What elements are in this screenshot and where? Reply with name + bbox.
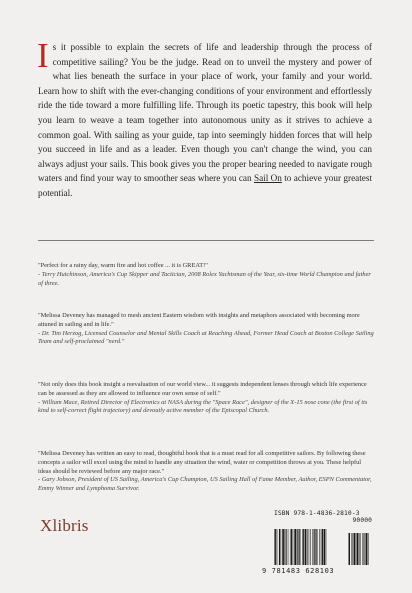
testimonial — [38, 262, 374, 288]
testimonial-attribution: - William Mace, Retired Director of Electronics at NASA during the "Space Race", designer of the X-15 nose cone (the first of its kind to self-correct flight trajectory) and devoutly active member of the Episcopal Church. — [38, 398, 368, 415]
testimonial-attribution: - Terry Hutchinson, America's Cup Skipper and Tactician, 2008 Rolex Yachtsman of the Year, six-time World Champion and father of three. — [38, 270, 371, 287]
testimonial-quote: "Melissa Deveney has managed to mesh ancient Eastern wisdom with insights and metaphors associated with becoming more attuned in sailing and in life." — [38, 312, 360, 328]
isbn-label: ISBN 978-1-4836-2810-3 — [274, 510, 360, 517]
sail-on-link[interactable]: Sail On — [253, 173, 282, 184]
testimonial-quote: "Melissa Deveney has written an easy to read, thoughtful book that is a must read for all competitive sailors. By following these concepts a sailor will excel using the mind to handle any situation the wind, water or competition throws at you. These helpful ideas should be reviewed before any major race." — [38, 450, 366, 475]
section-divider — [38, 240, 374, 241]
testimonial — [38, 312, 374, 347]
testimonial-quote: "Perfect for a rainy day, warm fire and hot coffee ... it is GREAT!" — [38, 262, 208, 269]
testimonial-attribution: - Gary Jobson, President of US Sailing, America's Cup Champion, US Sailing Hall of Fame Member, Author, ESPN Commentator, Emmy Winner and Lymphoma Survivor. — [38, 476, 372, 493]
description-text: s it possible to explain the secrets of life and leadership through the process of competitive sailing? You be the judge. Read on to unveil the mystery and power of what lies beneath the surface in your place of work, your family and your world. Learn how to shift with the ever-changing conditions of your environment and effortlessly ride the tide toward a more fulfilling life. Through its poetic tapestry, this book will help you learn to weave a team together into autonomous unity as it strives to achieve a common goal. With sailing as your guide, tap into seemingly hidden forces that will help you succeed in life and as a leader. Even though you can't change the wind, you can always adjust your sails. This book gives you the proper bearing needed to navigate rough waters and find your way to smoother seas where you can — [38, 42, 372, 184]
price-code: 90000 — [352, 517, 372, 524]
book-description — [37, 36, 372, 201]
testimonial — [38, 381, 374, 416]
barcode — [274, 529, 374, 565]
drop-cap: I — [37, 36, 49, 75]
barcode-number: 9 781483 628103 — [262, 567, 335, 575]
description-text-end: to achieve your greatest potential. — [38, 173, 372, 198]
isbn-block — [274, 510, 374, 524]
publisher-logo: Xlibris — [40, 516, 89, 535]
testimonial-quote: "Not only does this book insight a reevaluation of our world view... it suggests independent lenses through which life experience can be assessed as they are allowed to influence our own sense of self." — [38, 381, 367, 397]
testimonial — [38, 450, 374, 494]
testimonial-attribution: - Dr. Tim Herzog, Licensed Counselor and Mental Skills Coach at Reaching Ahead, Former Head Coach at Boston College Sailing Team and self-proclaimed "nerd." — [38, 329, 374, 346]
